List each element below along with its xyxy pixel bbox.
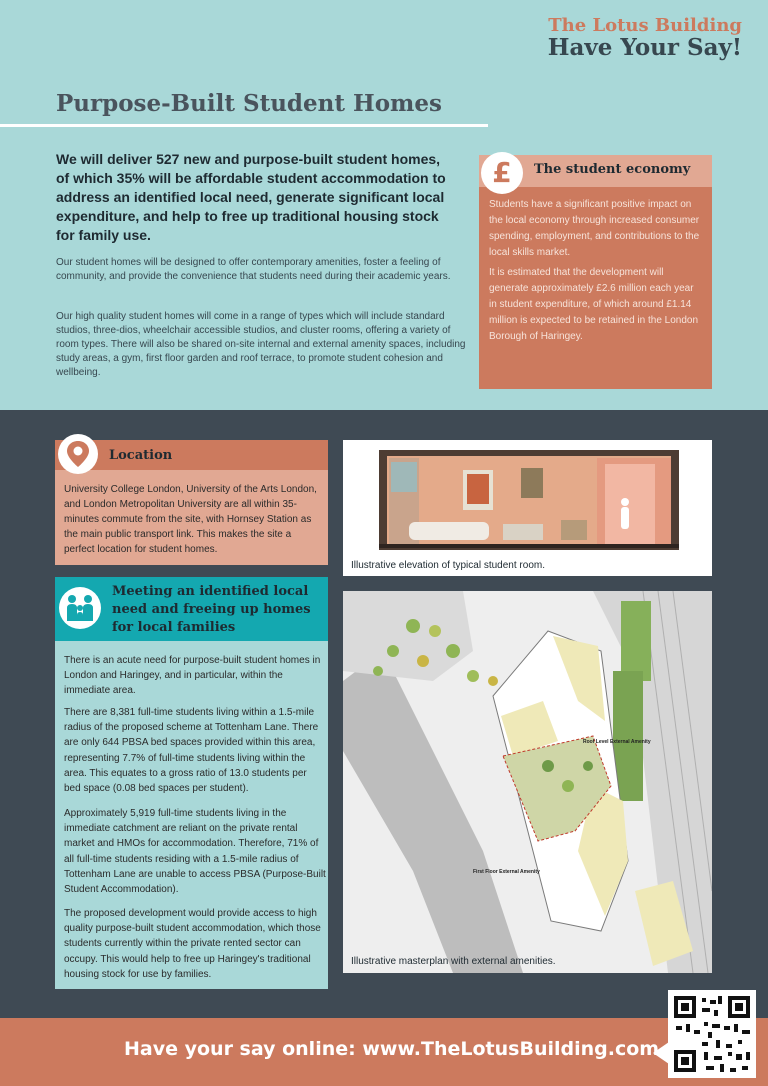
student-economy-header: [479, 155, 712, 187]
pound-icon: £: [481, 152, 523, 194]
student-room-illustration: [343, 440, 712, 576]
intro-paragraph: Our student homes will be designed to offer contemporary amenities, foster a feeling of community, and provide the convenience that students need during their academic years.: [56, 257, 451, 282]
economy-paragraph: It is estimated that the development will generate approximately £2.6 million each year in student expenditure, of which around £1.14 million is expected to be retained in the London Borough of Haringey.: [489, 267, 699, 342]
masterplan-label: Roof Level External Amenity: [583, 739, 651, 745]
lead-paragraph: We will deliver 527 new and purpose-built student homes, of which 35% will be affordable student accommodation to address an identified local need, generate significant local expenditure, and help to free up traditional housing stock for family use.: [56, 151, 446, 243]
local-need-box: [55, 577, 328, 989]
need-paragraph: There is an acute need for purpose-built student homes in London and Haringey, and in particular, within the immediate area.: [64, 655, 321, 697]
family-icon: [59, 587, 101, 629]
footer-prefix: Have your say online:: [124, 1038, 363, 1060]
intro-paragraph: Our high quality student homes will come in a range of types which will include standard studios, three-dios, wheelchair accessible studios, and cluster rooms, offering a variety of room types. There will also be shared on-site internal and external amenity spaces, including study areas, a gym, first floor garden and roof terrace, to promote student cohesion and wellbeing.: [56, 311, 466, 378]
student-economy-title: The student economy: [534, 162, 691, 177]
masterplan-drawing: [343, 591, 712, 973]
footer-callout: [124, 1038, 659, 1060]
masterplan-label: First Floor External Amenity: [473, 869, 540, 875]
brand-subtitle: The Lotus Building: [548, 15, 742, 36]
masterplan-caption: Illustrative masterplan with external amenities.: [351, 956, 556, 967]
location-text: University College London, University of the Arts London, and London Metropolitan University are all within 35-minutes commute from the site, with Hornsey Station as the main public transport link. This makes the site a perfect location for student homes.: [64, 484, 317, 555]
local-need-title: Meeting an identified local need and freeing up homes for local families: [112, 584, 311, 635]
location-header: [55, 440, 328, 470]
student-economy-box: [479, 155, 712, 389]
room-elevation-drawing: [343, 440, 712, 556]
location-box: [55, 440, 328, 565]
brand-title: Have Your Say!: [547, 34, 742, 61]
need-paragraph: The proposed development would provide access to high quality purpose-built student accommodation, which those students currently within the private rented sector can occupy. This would help to free up Haringey's traditional housing stock for use by families.: [64, 908, 321, 980]
need-paragraph: There are 8,381 full-time students living within a 1.5-mile radius of the proposed scheme at Tottenham Lane. There are only 644 PBSA bed spaces provided within this area, representing 7.7% of full-time students living within the area. This equates to a gross ratio of 13.0 students per bed space (0.08 bed spaces per student).: [64, 707, 319, 795]
qr-pointer-arrow: [653, 1042, 669, 1064]
page-title: Purpose-Built Student Homes: [56, 90, 442, 117]
qr-code[interactable]: [668, 990, 756, 1078]
room-caption: Illustrative elevation of typical student room.: [351, 560, 545, 571]
economy-paragraph: Students have a significant positive impact on the local economy through increased consumer spending, employment, and contributions to the local skills market.: [489, 199, 700, 258]
title-divider: [0, 124, 488, 127]
masterplan-illustration: [343, 591, 712, 973]
need-paragraph: Approximately 5,919 full-time students living in the immediate catchment are reliant on the private rental market and HMOs for accommodation. Therefore, 71% of all full-time students residing with a 1.5-mile radius of Tottenham Lane are unable to access PBSA (Purpose-Built Student Accommodation).: [64, 808, 326, 896]
map-pin-icon: [58, 434, 98, 474]
local-need-header: [55, 577, 328, 641]
location-title: Location: [109, 448, 173, 463]
footer-url[interactable]: www.TheLotusBuilding.com: [362, 1038, 660, 1060]
qr-code-icon: [668, 990, 756, 1078]
